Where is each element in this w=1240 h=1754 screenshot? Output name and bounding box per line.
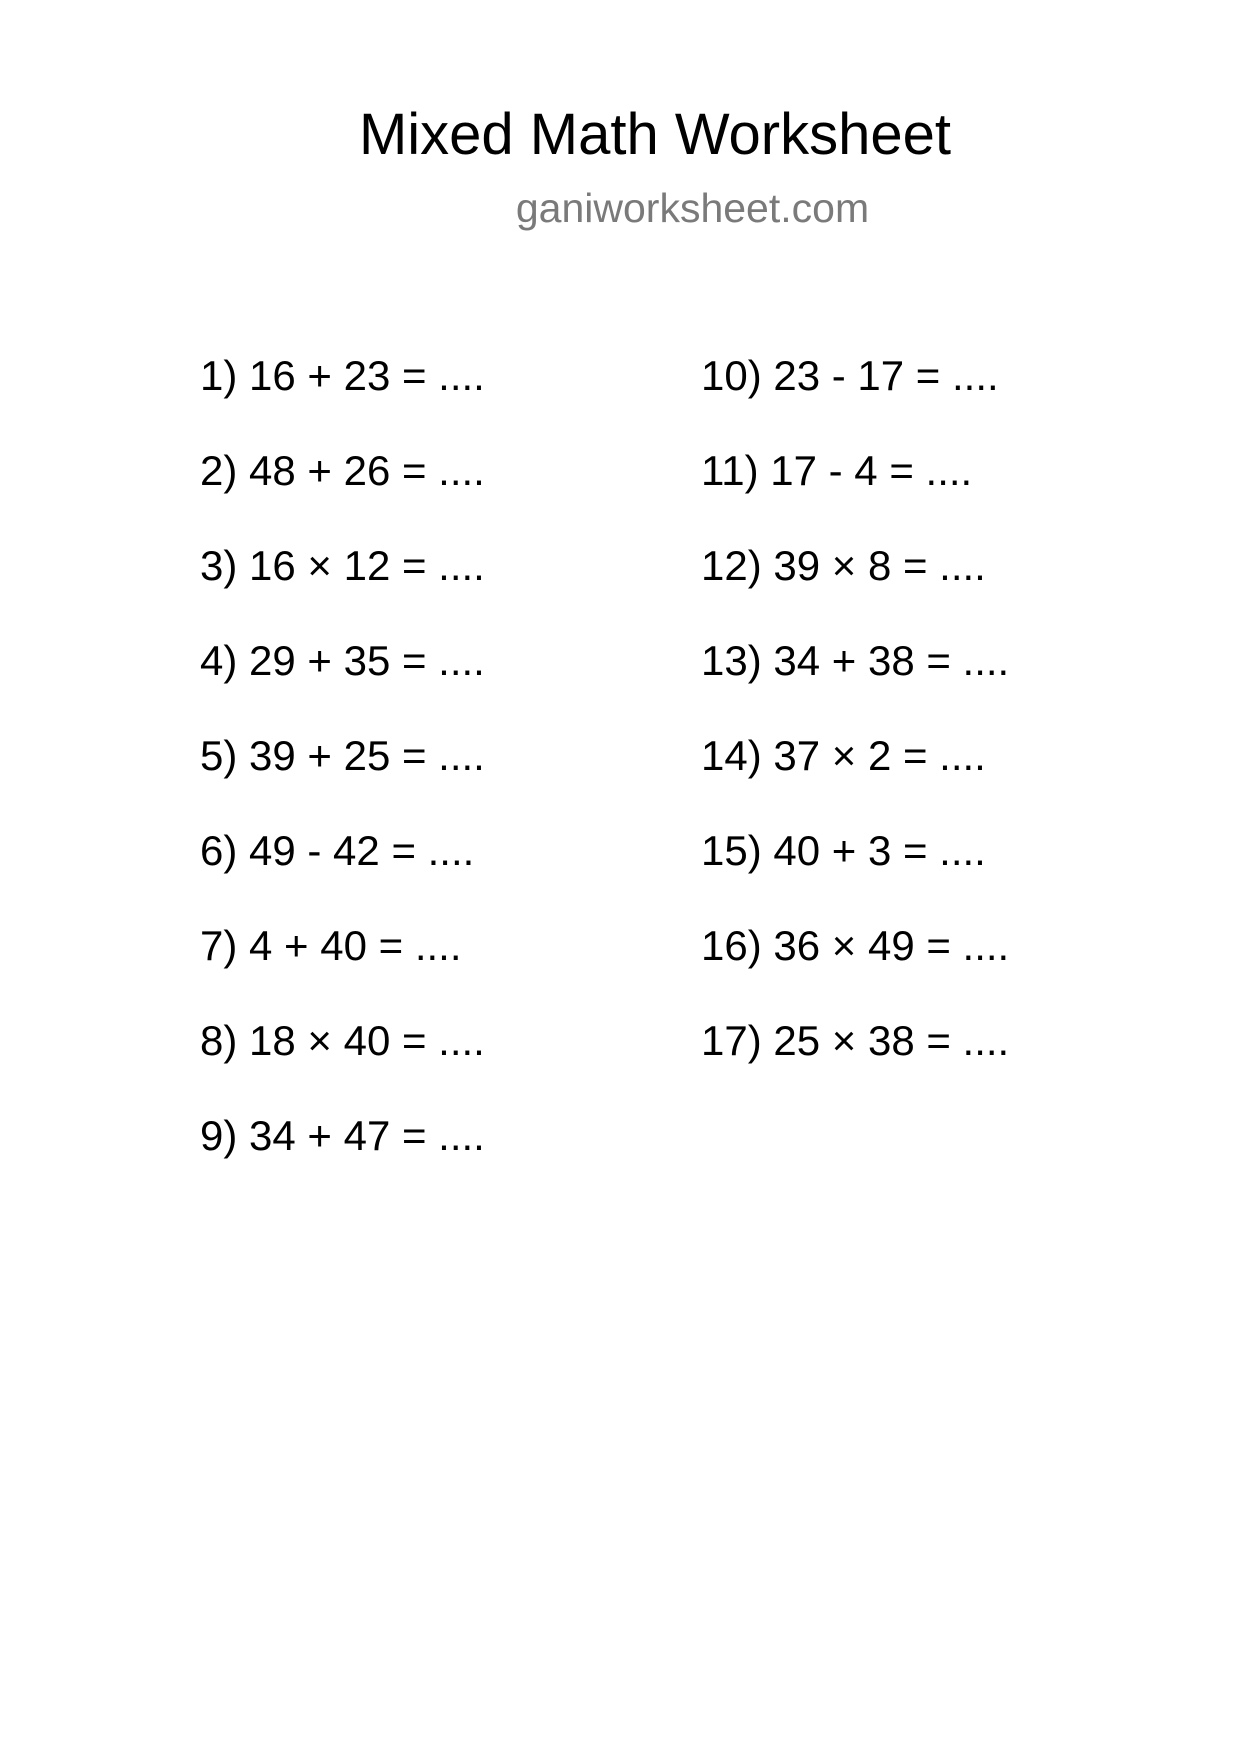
problem-item: 14) 37 × 2 = ....	[701, 732, 986, 779]
problem-item: 5) 39 + 25 = ....	[200, 732, 485, 779]
problem-item: 16) 36 × 49 = ....	[701, 922, 1010, 969]
problem-column-right	[701, 348, 1009, 1108]
problem-item: 13) 34 + 38 = ....	[701, 637, 1010, 684]
problem-item: 11) 17 - 4 = ....	[701, 447, 973, 494]
problem-item: 9) 34 + 47 = ....	[200, 1112, 485, 1159]
problem-item: 17) 25 × 38 = ....	[701, 1017, 1010, 1064]
problem-item: 6) 49 - 42 = ....	[200, 827, 475, 874]
problem-item: 1) 16 + 23 = ....	[200, 352, 485, 399]
problem-item: 3) 16 × 12 = ....	[200, 542, 485, 589]
problem-item: 7) 4 + 40 = ....	[200, 922, 462, 969]
page-title: Mixed Math Worksheet	[358, 102, 952, 167]
problem-item: 4) 29 + 35 = ....	[200, 637, 485, 684]
website-url: ganiworksheet.com	[515, 185, 870, 231]
problem-item: 12) 39 × 8 = ....	[701, 542, 986, 589]
problem-item: 10) 23 - 17 = ....	[701, 352, 999, 399]
problem-item: 2) 48 + 26 = ....	[200, 447, 485, 494]
problem-item: 8) 18 × 40 = ....	[200, 1017, 485, 1064]
problem-column-left	[200, 348, 485, 1203]
problem-item: 15) 40 + 3 = ....	[701, 827, 986, 874]
